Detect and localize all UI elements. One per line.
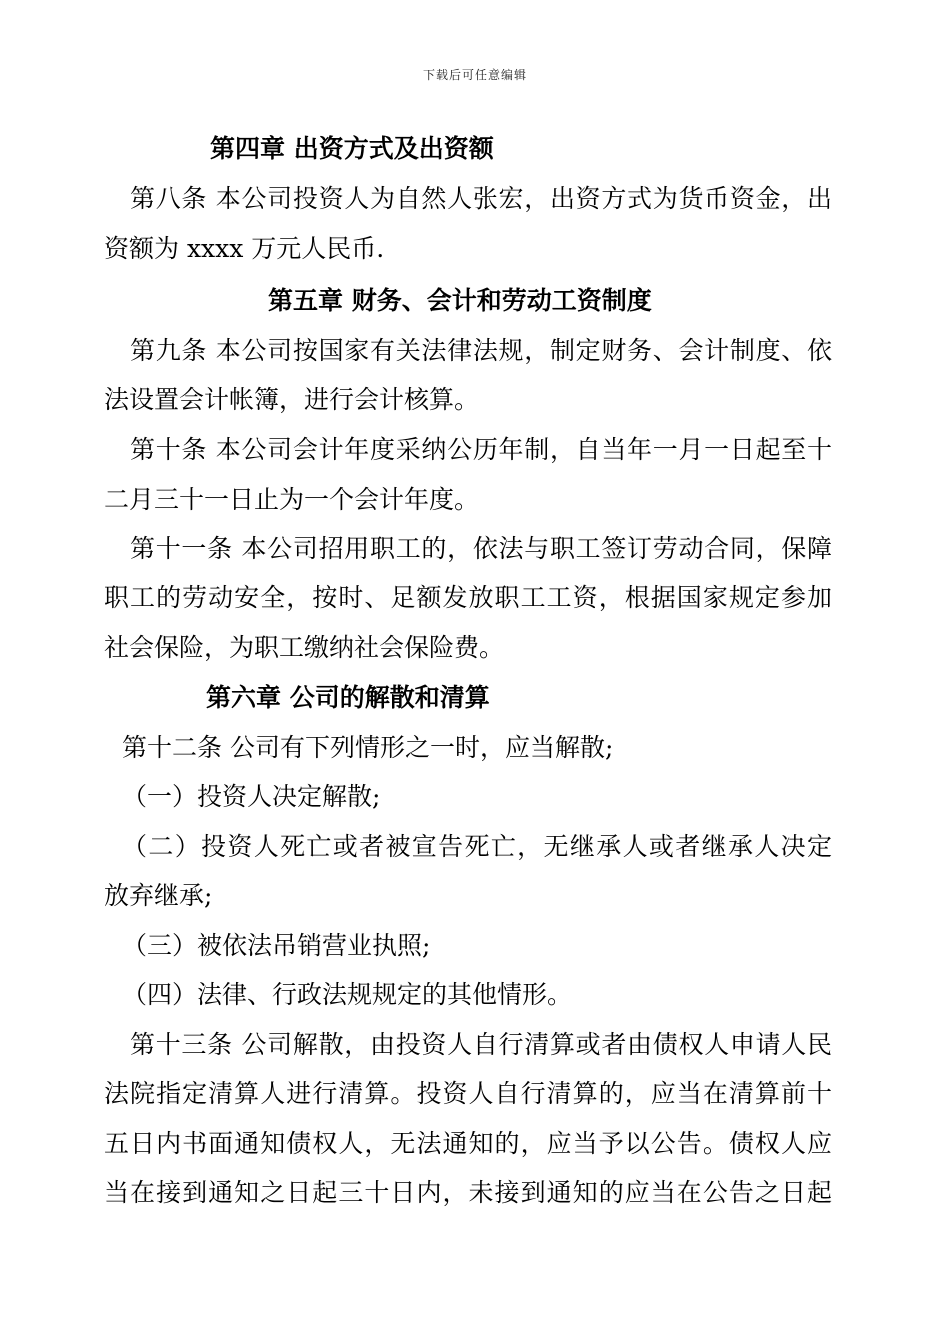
paragraph-line: 第十三条 公司解散，由投资人自行清算或者由债权人申请人民 [130,1030,832,1059]
paragraph-line: 第十条 本公司会计年度采纳公历年制，自当年一月一日起至十 [130,435,832,464]
paragraph-line: 社会保险，为职工缴纳社会保险费。 [104,633,505,662]
paragraph-line: 法设置会计帐簿，进行会计核算。 [104,385,480,414]
paragraph-line: 资额为 xxxx 万元人民币. [104,234,385,263]
paragraph-line: 第九条 本公司按国家有关法律法规，制定财务、会计制度、依 [130,336,832,365]
list-item-line: （一）投资人决定解散; [122,782,381,811]
paragraph-line: 五日内书面通知债权人，无法通知的，应当予以公告。债权人应 [104,1129,832,1158]
list-item-line: （二）投资人死亡或者被宣告死亡，无继承人或者继承人决定 [122,832,832,861]
list-item-line: （三）被依法吊销营业执照; [122,931,431,960]
list-item-line: （四）法律、行政法规规定的其他情形。 [122,980,573,1009]
chapter-heading: 第五章 财务、会计和劳动工资制度 [268,286,652,315]
paragraph-line: 第八条 本公司投资人为自然人张宏，出资方式为货币资金，出 [130,184,832,213]
chapter-heading: 第六章 公司的解散和清算 [206,683,490,712]
paragraph-line: 职工的劳动安全，按时、足额发放职工工资，根据国家规定参加 [104,583,832,612]
list-item-line: 放弃继承; [104,881,213,910]
header-note: 下载后可任意编辑 [422,68,527,82]
paragraph-line: 第十二条 公司有下列情形之一时，应当解散; [122,733,614,762]
paragraph-line: 法院指定清算人进行清算。投资人自行清算的，应当在清算前十 [104,1079,832,1108]
paragraph-line: 第十一条 本公司招用职工的，依法与职工签订劳动合同，保障 [130,534,832,563]
paragraph-line: 二月三十一日止为一个会计年度。 [104,485,480,514]
chapter-heading: 第四章 出资方式及出资额 [210,134,494,163]
paragraph-line: 当在接到通知之日起三十日内，未接到通知的应当在公告之日起 [104,1178,832,1207]
